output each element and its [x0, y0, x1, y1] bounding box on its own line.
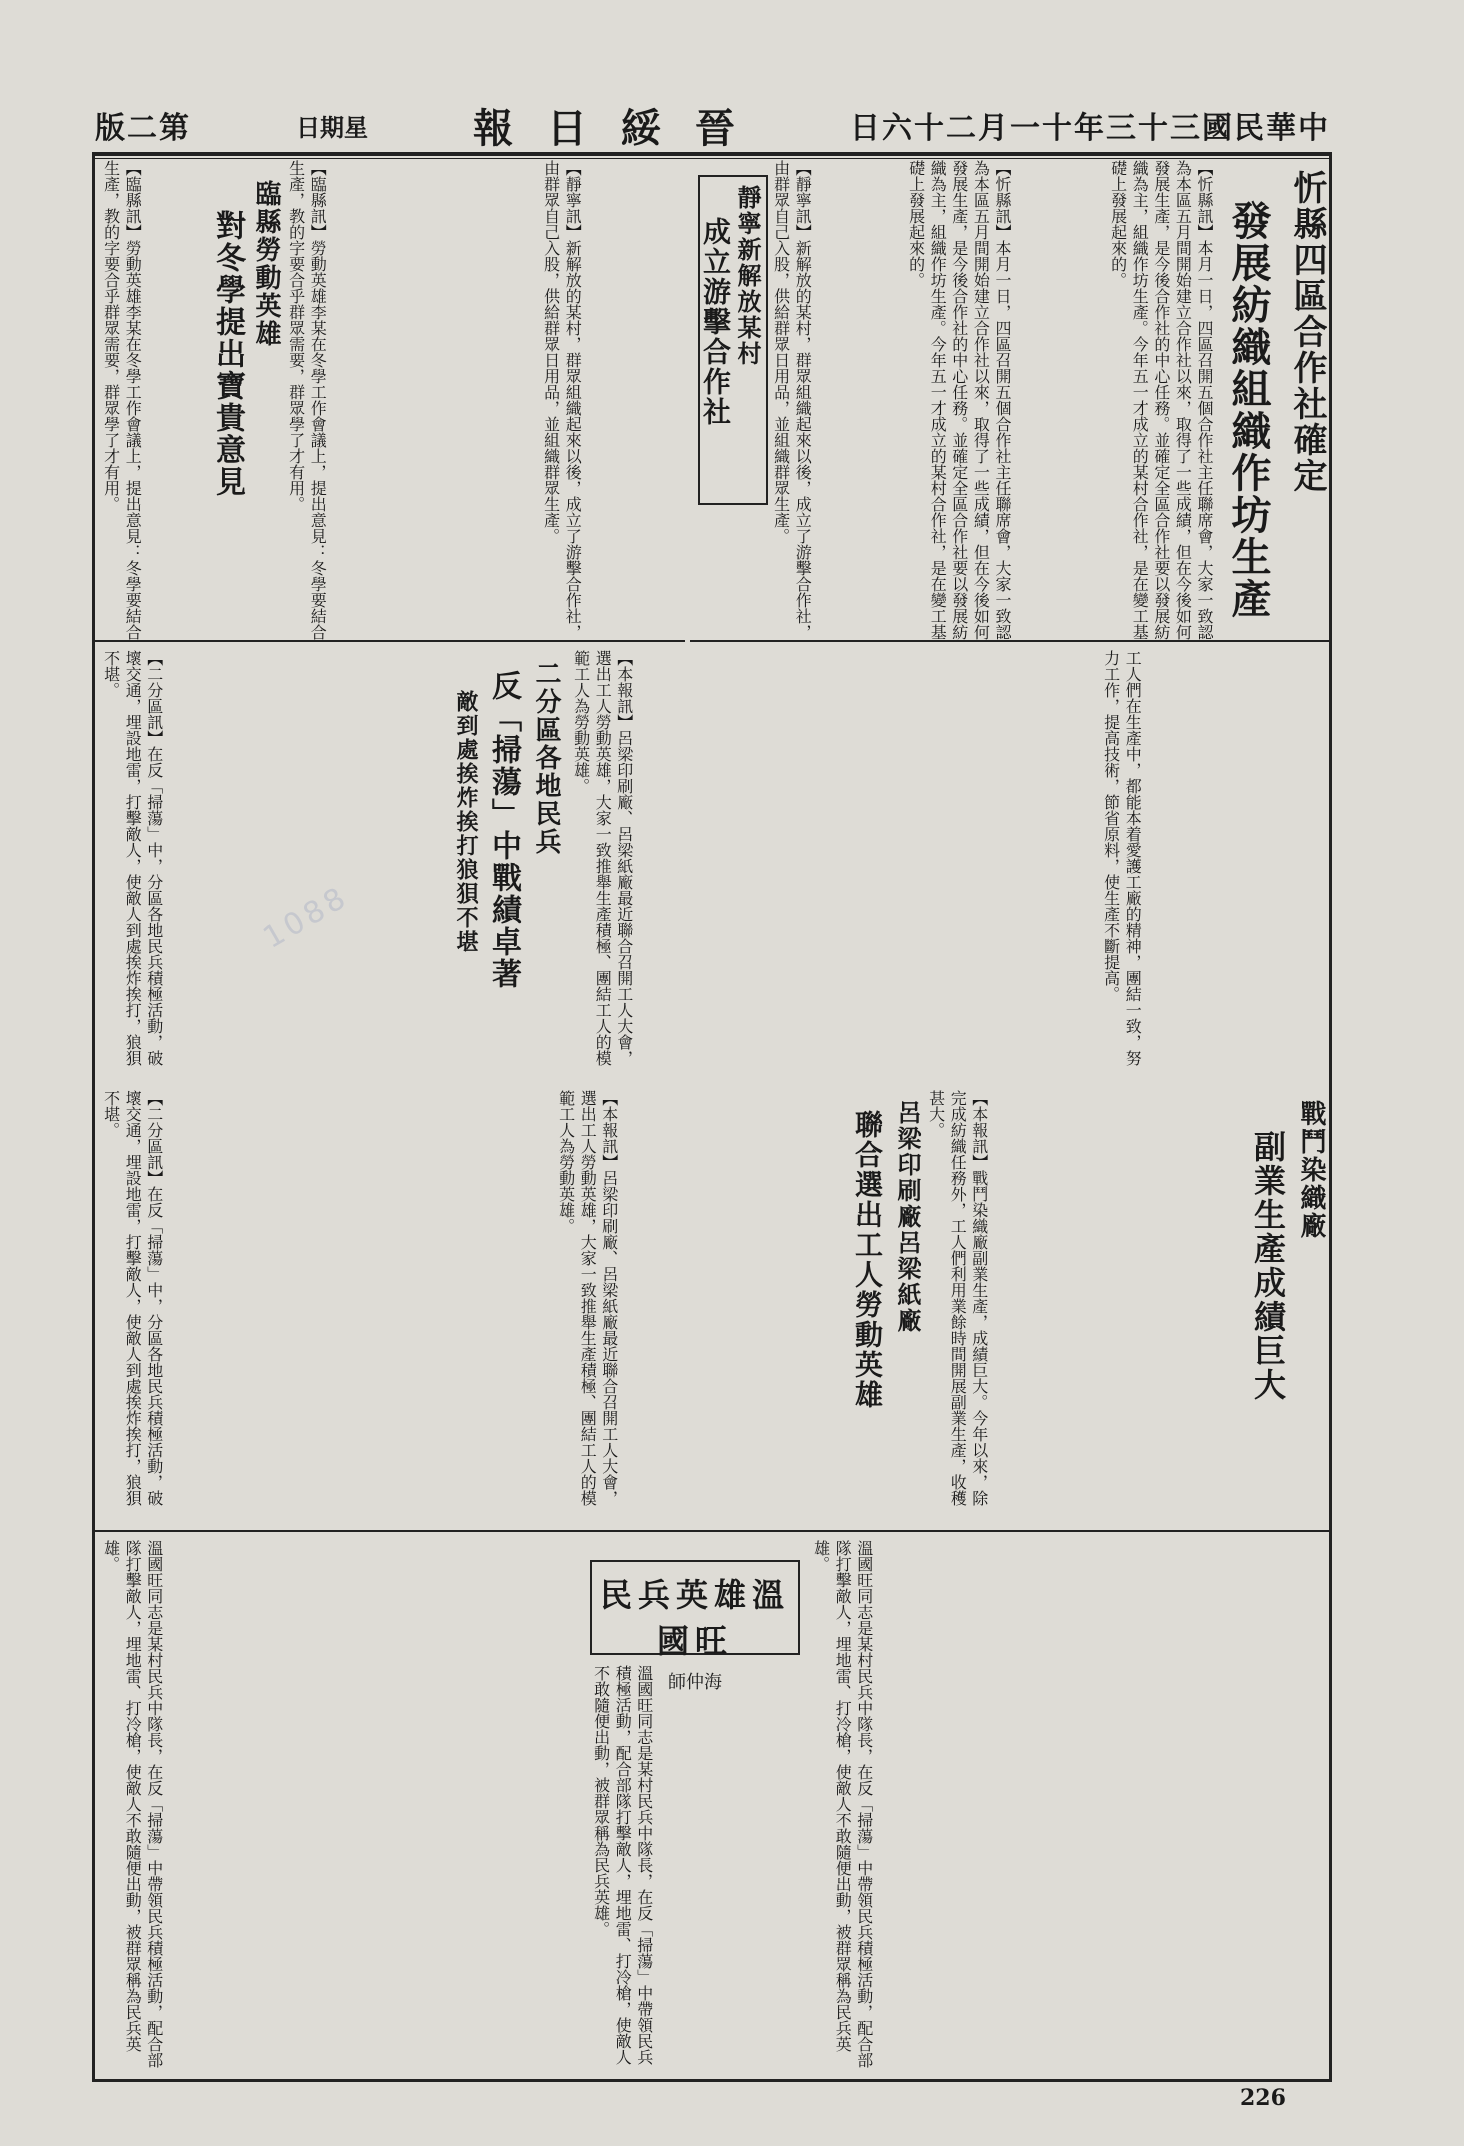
article-1-body-text: 【忻縣訊】本月一日，四區召開五個合作社主任聯席會，大家一致認為本區五月間開始建立合作社以來，取得了一些成績，但在今後如何發展生產，是今後合作社的中心任務。並確定全區合作社要以發展紡織為主，組織作坊生產。今年五一才成立的某村合作社，是在變工基礎上發展起來的。	[906, 160, 1012, 640]
article-1	[1108, 160, 1327, 640]
divider	[95, 1530, 1330, 1532]
article-3-subtitle: 對冬學提出寶貴意見	[210, 210, 245, 498]
article-7-body-cont-text: 溫國旺同志是某村民兵中隊長，在反「掃蕩」中帶領民兵積極活動，配合部隊打擊敵人，埋地雷、打冷槍，使敵人不敢隨便出動，被群眾稱為民兵英雄。	[591, 1665, 654, 2065]
article-4-title: 二分區各地民兵	[531, 660, 561, 856]
article-3-body-cont	[100, 160, 195, 640]
article-5-body-text: 【本報訊】呂梁印刷廠、呂梁紙廠最近聯合召開工人大會，選出工人勞動英雄，大家一致推舉生產積極、團結工人的模範工人為勞動英雄。	[556, 1090, 619, 1506]
article-6-body-text: 【本報訊】戰鬥染織廠副業生產，成績巨大。今年以來，除完成紡織任務外，工人們利用業餘時間開展副業生產，收穫甚大。	[926, 1090, 989, 1506]
article-2-body-cont	[540, 160, 690, 640]
article-2-title: 靜寧新解放某村	[733, 185, 762, 367]
article-5-body	[555, 1090, 835, 1520]
article-3-title: 臨縣勞動英雄	[251, 180, 281, 348]
article-1-title: 忻縣四區合作社確定	[1287, 170, 1327, 494]
article-7-body-cont2-text: 溫國旺同志是某村民兵中隊長，在反「掃蕩」中帶領民兵積極活動，配合部隊打擊敵人，埋地雷、打冷槍，使敵人不敢隨便出動，被群眾稱為民兵英雄。	[101, 1540, 164, 2068]
edition-label: 版二第	[95, 111, 191, 146]
article-7-body-cont2	[100, 1540, 580, 2070]
article-5-subtitle: 聯合選出工人勞動英雄	[851, 1110, 884, 1410]
article-4-sub2: 敵到處挨炸挨打狼狽不堪	[453, 690, 479, 954]
divider	[690, 640, 1330, 642]
article-8-body-text: 工人們在生產中，都能本着愛護工廠的精神，團結一致，努力工作，提高技術，節省原料，使生產不斷提高。	[1101, 650, 1143, 1066]
article-4-headline	[440, 650, 560, 1070]
article-7-byline: 師仲海	[668, 1672, 722, 1693]
article-7-title: 民兵英雄溫國旺	[599, 1576, 790, 1660]
article-4-body-cont-text: 【二分區訊】在反「掃蕩」中，分區各地民兵積極活動，破壞交通，埋設地雷，打擊敵人，使敵人到處挨炸挨打，狼狽不堪。	[101, 1090, 164, 1506]
article-2-body-text: 【靜寧訊】新解放的某村，群眾組織起來以後，成立了游擊合作社，由群眾自己入股，供給群眾日用品，並組織群眾生產。	[771, 160, 813, 640]
newspaper-title: 報 日 綏 晉	[473, 104, 745, 152]
article-3-body-text: 【臨縣訊】勞動英雄李某在冬學工作會議上，提出意見：冬學要結合生產，教的字要合乎群眾需要，群眾學了才有用。	[286, 160, 328, 640]
article-3-body-cont-text: 【臨縣訊】勞動英雄李某在冬學工作會議上，提出意見：冬學要結合生產，教的字要合乎群眾需要，群眾學了才有用。	[101, 160, 143, 640]
divider	[95, 640, 685, 642]
article-6-headline	[1240, 1090, 1325, 1470]
article-5-headline	[840, 1090, 920, 1510]
article-2-headline-box	[698, 175, 768, 505]
article-3-headline	[200, 170, 280, 640]
article-7-body-text: 溫國旺同志是某村民兵中隊長，在反「掃蕩」中帶領民兵積極活動，配合部隊打擊敵人，埋地雷、打冷槍，使敵人不敢隨便出動，被群眾稱為民兵英雄。	[811, 1540, 874, 2068]
article-2-body-cont-text: 【靜寧訊】新解放的某村，群眾組織起來以後，成立了游擊合作社，由群眾自己入股，供給群眾日用品，並組織群眾生產。	[541, 160, 583, 640]
article-5-body-cont	[570, 650, 1090, 1080]
weekday-label: 日期星	[296, 112, 369, 142]
watermark: 1088	[257, 879, 355, 956]
article-2-body	[770, 160, 900, 640]
article-4-body-cont	[100, 1090, 550, 1520]
article-7-body-cont	[590, 1665, 800, 2070]
article-7-headline-box	[590, 1560, 800, 1693]
article-8-body	[1100, 650, 1325, 1080]
masthead	[95, 95, 1330, 159]
article-3-body	[285, 160, 535, 640]
article-1-subtitle: 發展紡織組織作坊生產	[1225, 200, 1272, 620]
article-6-title: 戰鬥染織廠	[1296, 1100, 1326, 1240]
article-4-body	[100, 650, 435, 1080]
article-6-subtitle: 副業生產成績巨大	[1249, 1130, 1287, 1402]
article-1-body: 【忻縣訊】本月一日，四區召開五個合作社主任聯席會，大家一致認為本區五月間開始建立合作社以來，取得了一些成績，但在今後如何發展生產，是今後合作社的中心任務。並確定全區合作社要以發展紡織為主，組織作坊生產。今年五一才成立的某村合作社，是在變工基礎上發展起來的。	[1108, 160, 1214, 640]
article-7-body	[810, 1540, 1320, 2070]
article-2-subtitle: 成立游擊合作社	[699, 217, 732, 427]
article-1-body-cont	[905, 160, 1145, 640]
page-number: 226	[1240, 2085, 1286, 2111]
article-4-body-text: 【二分區訊】在反「掃蕩」中，分區各地民兵積極活動，破壞交通，埋設地雷，打擊敵人，使敵人到處挨炸挨打，狼狽不堪。	[101, 650, 164, 1066]
article-5-body-cont-text: 【本報訊】呂梁印刷廠、呂梁紙廠最近聯合召開工人大會，選出工人勞動英雄，大家一致推舉生產積極、團結工人的模範工人為勞動英雄。	[571, 650, 634, 1066]
article-6-body	[925, 1090, 1235, 1520]
issue-date: 日六十二月一十年三十三國民華中	[849, 111, 1330, 146]
article-5-title: 呂梁印刷廠呂梁紙廠	[893, 1100, 922, 1334]
article-4-subtitle: 反「掃蕩」中戰績卓著	[486, 670, 521, 990]
